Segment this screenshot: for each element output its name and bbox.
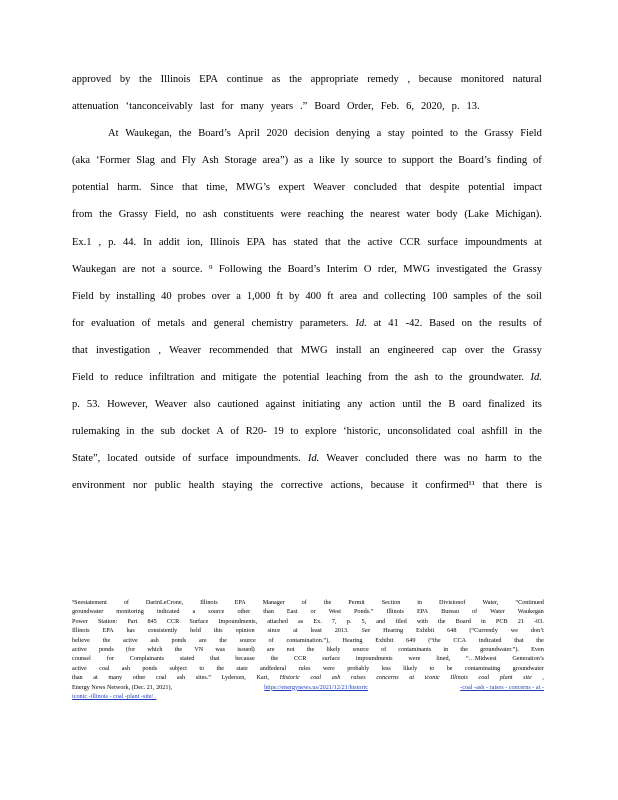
body-text xyxy=(72,70,542,504)
body-line-16: environment nor public health staying the corrective actions, because it confirmed¹¹ that there is xyxy=(72,480,542,492)
footnote-line-10-text: Energy News Network, (Dec. 21, 2021), xyxy=(72,683,173,691)
footnote-9 xyxy=(72,598,544,701)
body-line-9: Field by installing 40 probes over a 1,000 ft by 400 ft area and collecting 100 samples of the soil xyxy=(72,290,542,302)
body-line-14: rulemaking in the sub docket A of R20- 19 to explore ‘historic, unconsolidated coal ashfill in the xyxy=(72,426,542,438)
body-line-13: p. 53. However, Weaver also cautioned against initiating any action until the B oard finalized its xyxy=(72,399,542,411)
body-line-3: At Waukegan, the Board’s April 2020 decision denying a stay pointed to the Grassy Field xyxy=(108,128,542,140)
footnote-line-11 xyxy=(72,692,544,701)
footnote-line-6: active ponds (for which the VN was issued) are not the likely source of contaminants in the groundwater.”). Even xyxy=(72,645,544,653)
footnote-line-4: Illinois EPA has consistently held this opinion since at least 2013. See Hearing Exhibit 648 (“Currently we don’t xyxy=(72,627,544,635)
footnote-line-9: than at many other coal ash sites.” Lydersen, Kari, Historic coal ash raises concerns at iconic Illinois coal plant site , xyxy=(72,674,544,682)
footnote-line-3: Power Station: Part 845 CCR Surface Impoundments, attached as Ex. 7, p. 5, and filed with the Board in PCB 21 -03. xyxy=(72,617,544,625)
footnote-line-8: active coal ash ponds subject to the state andfederal rules were probably less likely to be contaminating groundwater xyxy=(72,664,544,672)
body-line-11: that investigation , Weaver recommended that MWG install an engineered cap over the Grassy xyxy=(72,344,542,356)
footnote-line-5: believe the active ash ponds are the source of contamination.”), Hearing Exhibit 649 (“the CCA indicated that the xyxy=(72,636,544,644)
footnote-line-2: groundwater monitoring indicated a source other than East or West Ponds.” Illinois EPA Bureau of Water Waukegan xyxy=(72,608,544,616)
source-link-part-3[interactable]: iconic -illinois - coal -plant -site/ . xyxy=(72,692,157,700)
body-line-15: State”, located outside of surface impoundments. Id. Weaver concluded there was no harm to the xyxy=(72,453,542,465)
body-line-6: from the Grassy Field, no ash constituents were reaching the nearest water body (Lake Michigan). xyxy=(72,209,542,221)
body-line-8: Waukegan are not a source. ⁹ Following the Board’s Interim O rder, MWG investigated the Grassy xyxy=(72,263,542,275)
footnote-line-7: counsel for Complainants stated that because the CCR surface impoundments were lined, “…Midwest Generation’s xyxy=(72,655,544,663)
body-line-12: Field to reduce infiltration and mitigate the potential leaching from the ash to the groundwater. Id. xyxy=(72,372,542,384)
body-line-7: Ex.1 , p. 44. In addit ion, Illinois EPA has stated that the active CCR surface impoundments at xyxy=(72,236,542,248)
body-line-1: approved by the Illinois EPA continue as the appropriate remedy , because monitored natural xyxy=(72,74,542,85)
body-line-5: potential harm. Since that time, MWG’s expert Weaver concluded that despite potential impact xyxy=(72,182,542,194)
body-line-10: for evaluation of metals and general chemistry parameters. Id. at 41 -42. Based on the results of xyxy=(72,317,542,329)
source-link-part-2[interactable]: -coal -ash - raises - concerns - at - xyxy=(460,683,544,691)
footnote-line-1: ⁹Seestatement of DarinLeCrone, Illinois EPA Manager of the Permit Section in Divisionof Water, “Continued xyxy=(72,599,544,606)
source-link-part-1[interactable]: https://energynews.us/2021/12/21/historic xyxy=(264,683,369,691)
body-line-2: attenuation ‘tanconceivably last for many years .” Board Order, Feb. 6, 2020, p. 13. xyxy=(72,101,480,113)
footnote-line-10 xyxy=(72,683,544,692)
body-line-4: (aka ‘Former Slag and Fly Ash Storage area”) as a like ly source to support the Board’s finding of xyxy=(72,155,542,167)
